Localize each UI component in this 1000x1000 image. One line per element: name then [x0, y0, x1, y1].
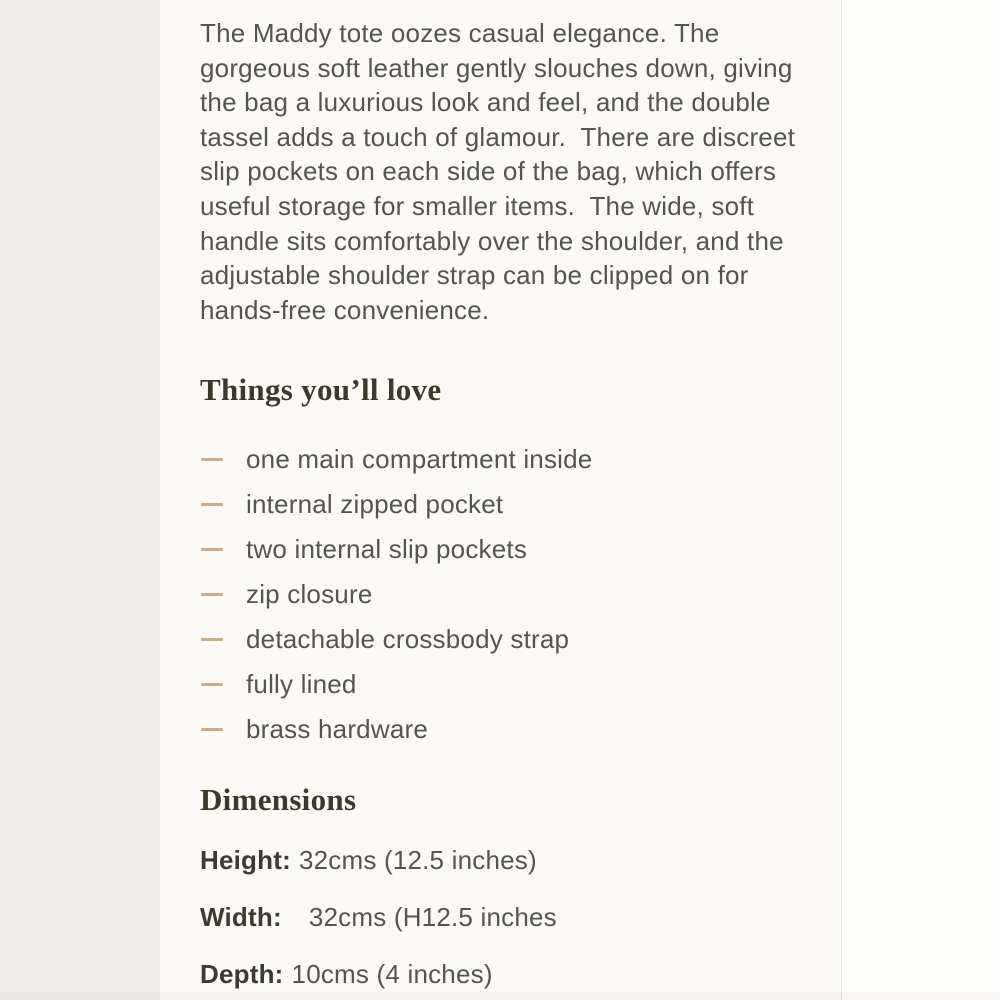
dimension-value: 32cms (H12.5 inches	[308, 902, 557, 932]
dash-bullet-icon	[201, 503, 223, 506]
description-line: tassel adds a touch of glamour. There are discreet	[200, 121, 796, 152]
dash-bullet-icon	[201, 638, 223, 641]
feature-label: detachable crossbody strap	[246, 624, 570, 654]
dimension-label: Width:	[200, 902, 282, 932]
dash-bullet-icon	[201, 683, 223, 686]
dash-bullet-icon	[201, 728, 223, 731]
dimension-label: Depth:	[200, 959, 284, 989]
dimension-value: 32cms (12.5 inches)	[298, 845, 537, 875]
feature-list-item	[200, 617, 820, 662]
description-line: gorgeous soft leather gently slouches down, giving	[200, 52, 793, 83]
dash-bullet-icon	[201, 458, 223, 461]
features-list	[200, 437, 820, 752]
bottom-edge-shading	[0, 992, 1000, 1000]
right-margin-band	[841, 0, 1000, 1000]
dash-bullet-icon	[201, 593, 223, 596]
dimension-row-depth	[200, 957, 820, 991]
feature-label: two internal slip pockets	[246, 534, 528, 564]
dimensions-heading: Dimensions	[200, 782, 357, 817]
feature-list-item	[200, 482, 820, 527]
description-line: slip pockets on each side of the bag, which offers	[200, 156, 777, 187]
feature-label: brass hardware	[246, 714, 428, 744]
description-line: hands-free convenience.	[200, 294, 490, 325]
description-line: adjustable shoulder strap can be clipped on for	[200, 260, 749, 291]
feature-list-item	[200, 707, 820, 752]
feature-list-item	[200, 662, 820, 707]
product-info-panel	[200, 0, 841, 1000]
feature-label: zip closure	[246, 579, 373, 609]
description-line: the bag a luxurious look and feel, and the double	[200, 87, 771, 118]
feature-list-item	[200, 437, 820, 482]
features-heading: Things you’ll love	[200, 372, 442, 407]
dimension-value: 10cms (4 inches)	[291, 959, 493, 989]
dash-bullet-icon	[201, 548, 223, 551]
dimension-row-width	[200, 900, 820, 934]
feature-list-item	[200, 527, 820, 572]
dimension-row-height	[200, 843, 820, 877]
feature-label: internal zipped pocket	[246, 489, 504, 519]
description-line: handle sits comfortably over the shoulder, and the	[200, 225, 784, 256]
description-line: The Maddy tote oozes casual elegance. The	[200, 18, 720, 48]
feature-label: fully lined	[246, 669, 357, 699]
left-margin-band	[0, 0, 160, 1000]
dimension-label: Height:	[200, 845, 291, 875]
feature-list-item	[200, 572, 820, 617]
feature-label: one main compartment inside	[246, 444, 593, 474]
product-description	[200, 16, 820, 327]
description-line: useful storage for smaller items. The wide, soft	[200, 190, 755, 221]
